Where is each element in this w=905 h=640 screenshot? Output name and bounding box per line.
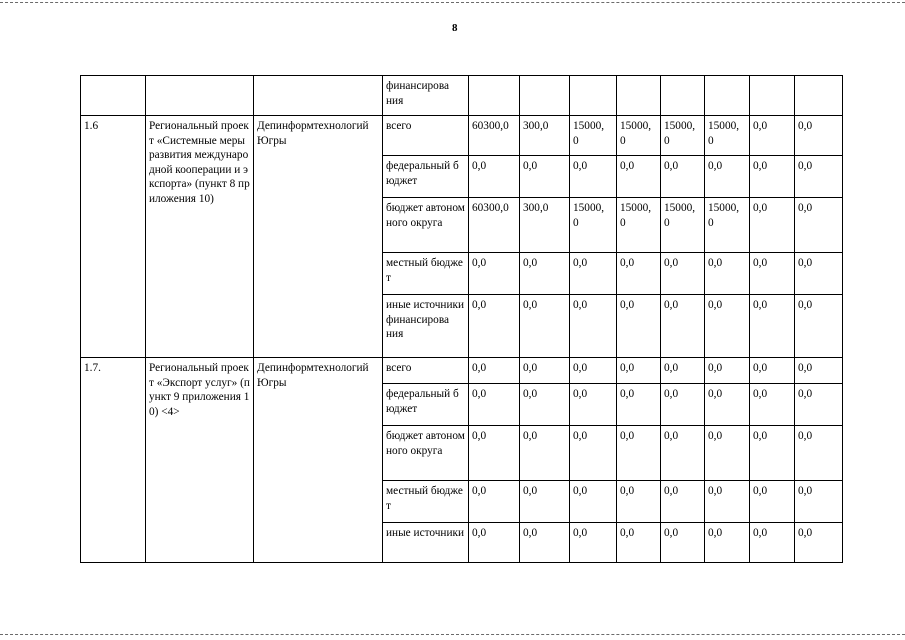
value-cell: 0,0 xyxy=(617,156,661,198)
value-cell: 0,0 xyxy=(617,295,661,358)
value-cell: 0,0 xyxy=(617,358,661,384)
value-cell: 0,0 xyxy=(795,481,843,523)
value-cell: 0,0 xyxy=(705,426,750,481)
value-cell: 0,0 xyxy=(570,481,617,523)
value-cell: 0,0 xyxy=(705,156,750,198)
value-cell: 0,0 xyxy=(750,358,795,384)
name-cell: Региональный проект «Экспорт услуг» (пункт 9 приложения 10) <4> xyxy=(146,358,254,563)
funding-table xyxy=(80,75,843,563)
table-row xyxy=(81,358,843,384)
value-cell: 0,0 xyxy=(469,358,520,384)
value-cell: 0,0 xyxy=(661,295,705,358)
id-cell: 1.6 xyxy=(81,116,146,358)
value-cell: 0,0 xyxy=(570,523,617,563)
value-cell: 300,0 xyxy=(520,116,570,156)
value-cell: 60300,0 xyxy=(469,198,520,253)
value-cell: 0,0 xyxy=(469,384,520,426)
value-cell: 0,0 xyxy=(617,481,661,523)
value-cell: 0,0 xyxy=(795,523,843,563)
executor-cell: Депинформтехнологий Югры xyxy=(254,116,383,358)
value-cell: 0,0 xyxy=(795,198,843,253)
value-cell: 15000, 0 xyxy=(570,198,617,253)
executor-cell: Депинформтехнологий Югры xyxy=(254,358,383,563)
table-row-continuation xyxy=(81,76,843,116)
source-cell: финансирова ния xyxy=(383,76,469,116)
scan-edge-top xyxy=(0,2,905,3)
value-cell: 0,0 xyxy=(469,426,520,481)
value-cell: 0,0 xyxy=(750,116,795,156)
value-cell: 0,0 xyxy=(795,253,843,295)
table-row xyxy=(81,116,843,156)
value-cell xyxy=(661,76,705,116)
source-cell: местный бюджет xyxy=(383,481,469,523)
value-cell: 0,0 xyxy=(520,426,570,481)
source-cell: всего xyxy=(383,116,469,156)
source-cell: бюджет автономного округа xyxy=(383,198,469,253)
value-cell: 15000, 0 xyxy=(661,198,705,253)
value-cell: 0,0 xyxy=(570,426,617,481)
value-cell: 15000, 0 xyxy=(617,198,661,253)
value-cell xyxy=(795,76,843,116)
id-cell: 1.7. xyxy=(81,358,146,563)
value-cell: 0,0 xyxy=(750,253,795,295)
value-cell: 0,0 xyxy=(750,481,795,523)
value-cell: 15000, 0 xyxy=(705,198,750,253)
value-cell: 0,0 xyxy=(661,384,705,426)
value-cell: 0,0 xyxy=(661,481,705,523)
value-cell: 0,0 xyxy=(520,253,570,295)
value-cell: 0,0 xyxy=(469,253,520,295)
value-cell: 0,0 xyxy=(570,253,617,295)
scan-edge-bottom xyxy=(0,634,905,635)
value-cell: 0,0 xyxy=(570,384,617,426)
source-cell: иные источники xyxy=(383,523,469,563)
value-cell: 300,0 xyxy=(520,198,570,253)
value-cell: 15000, 0 xyxy=(661,116,705,156)
page-number: 8 xyxy=(452,22,458,34)
value-cell: 0,0 xyxy=(617,253,661,295)
name-cell xyxy=(146,76,254,116)
value-cell xyxy=(520,76,570,116)
value-cell: 0,0 xyxy=(705,253,750,295)
value-cell: 0,0 xyxy=(795,384,843,426)
value-cell xyxy=(469,76,520,116)
value-cell: 0,0 xyxy=(617,384,661,426)
value-cell: 0,0 xyxy=(705,523,750,563)
name-cell: Региональный проект «Системные меры развития международной кооперации и экспорта» (пункт 8 приложения 10) xyxy=(146,116,254,358)
value-cell: 0,0 xyxy=(617,523,661,563)
value-cell: 0,0 xyxy=(570,295,617,358)
value-cell: 15000, 0 xyxy=(617,116,661,156)
source-cell: бюджет автономного округа xyxy=(383,426,469,481)
value-cell: 0,0 xyxy=(469,523,520,563)
value-cell: 15000, 0 xyxy=(705,116,750,156)
value-cell: 0,0 xyxy=(570,156,617,198)
source-cell: местный бюджет xyxy=(383,253,469,295)
source-cell: иные источники финансирова ния xyxy=(383,295,469,358)
value-cell: 0,0 xyxy=(795,116,843,156)
value-cell: 0,0 xyxy=(750,426,795,481)
value-cell: 0,0 xyxy=(469,156,520,198)
source-cell: федеральный бюджет xyxy=(383,384,469,426)
value-cell: 0,0 xyxy=(661,523,705,563)
value-cell: 0,0 xyxy=(469,481,520,523)
value-cell: 60300,0 xyxy=(469,116,520,156)
value-cell: 0,0 xyxy=(469,295,520,358)
value-cell: 0,0 xyxy=(661,156,705,198)
value-cell: 0,0 xyxy=(661,426,705,481)
value-cell xyxy=(617,76,661,116)
value-cell: 0,0 xyxy=(750,523,795,563)
value-cell: 0,0 xyxy=(705,295,750,358)
value-cell: 0,0 xyxy=(795,358,843,384)
value-cell: 0,0 xyxy=(570,358,617,384)
value-cell: 0,0 xyxy=(617,426,661,481)
value-cell: 0,0 xyxy=(520,523,570,563)
id-cell xyxy=(81,76,146,116)
value-cell: 0,0 xyxy=(520,384,570,426)
source-cell: федеральный бюджет xyxy=(383,156,469,198)
value-cell: 0,0 xyxy=(705,384,750,426)
value-cell xyxy=(705,76,750,116)
value-cell xyxy=(570,76,617,116)
value-cell: 0,0 xyxy=(520,295,570,358)
value-cell: 0,0 xyxy=(520,481,570,523)
funding-table-body xyxy=(81,76,843,563)
value-cell: 0,0 xyxy=(795,156,843,198)
value-cell: 0,0 xyxy=(520,358,570,384)
value-cell: 15000, 0 xyxy=(570,116,617,156)
value-cell: 0,0 xyxy=(661,253,705,295)
value-cell: 0,0 xyxy=(520,156,570,198)
value-cell: 0,0 xyxy=(795,295,843,358)
value-cell: 0,0 xyxy=(750,198,795,253)
value-cell: 0,0 xyxy=(750,384,795,426)
value-cell: 0,0 xyxy=(750,156,795,198)
executor-cell xyxy=(254,76,383,116)
value-cell: 0,0 xyxy=(661,358,705,384)
value-cell: 0,0 xyxy=(705,481,750,523)
source-cell: всего xyxy=(383,358,469,384)
value-cell: 0,0 xyxy=(795,426,843,481)
value-cell: 0,0 xyxy=(750,295,795,358)
value-cell: 0,0 xyxy=(705,358,750,384)
value-cell xyxy=(750,76,795,116)
